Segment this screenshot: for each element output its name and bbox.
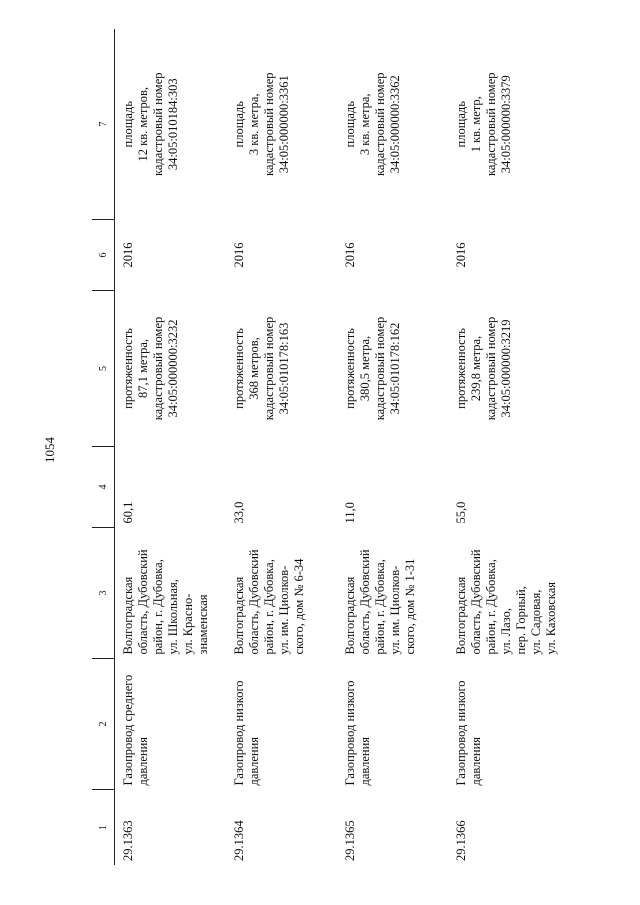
- land-plot-line: 3 кв. метра,: [247, 93, 261, 156]
- object-extent-line: кадастровый номер: [373, 316, 387, 421]
- column-number: 1: [92, 790, 115, 866]
- object-address-line: район, г. Дубовка,: [484, 559, 498, 655]
- object-address-line: знаменская: [196, 594, 210, 655]
- object-name-line: давления: [247, 736, 261, 786]
- rotated-table-container: [92, 35, 582, 865]
- object-extent-line: 34:05:010178:162: [388, 322, 402, 415]
- object-name-line: Газопровод низкого: [232, 680, 246, 786]
- object-address-line: ул. Садовая,: [529, 589, 543, 655]
- object-name-line: давления: [136, 736, 150, 786]
- land-plot-line: 34:05:000000:3379: [499, 75, 513, 174]
- object-name: [115, 659, 227, 790]
- object-name-line: давления: [358, 736, 372, 786]
- land-plot-line: площадь: [232, 101, 246, 148]
- object-value: 55,0: [454, 501, 468, 524]
- object-extent-line: кадастровый номер: [262, 316, 276, 421]
- land-plot-line: кадастровый номер: [373, 72, 387, 177]
- land-plot-line: 1 кв. метр,: [469, 96, 483, 153]
- object-address-line: Волгоградская: [454, 576, 468, 655]
- land-plot-line: площадь: [343, 101, 357, 148]
- table-row: [115, 29, 227, 865]
- object-address-line: пер. Горный,: [514, 586, 528, 655]
- object-address-line: Волгоградская: [343, 576, 357, 655]
- object-extent-line: протяженность: [454, 328, 468, 409]
- land-plot: [448, 29, 569, 220]
- object-address-line: область, Дубовский: [358, 549, 372, 655]
- object-extent-line: 368 метров,: [247, 337, 261, 400]
- column-number: 2: [92, 659, 115, 790]
- object-extent-line: 380,5 метра,: [358, 335, 372, 402]
- object-extent: [448, 291, 569, 447]
- row-id: 29.1366: [454, 820, 468, 861]
- land-plot-line: площадь: [121, 101, 135, 148]
- row-id: 29.1363: [121, 820, 135, 861]
- object-address-line: ского, дом № 1-31: [403, 558, 417, 655]
- object-address-line: ского, дом № 6-34: [292, 558, 306, 655]
- land-plot: [337, 29, 448, 220]
- object-address-line: ул. им. Циолков-: [277, 565, 291, 655]
- object-extent-line: кадастровый номер: [151, 316, 165, 421]
- object-address-line: ул. им. Циолков-: [388, 565, 402, 655]
- object-name: [337, 659, 448, 790]
- row-id: 29.1364: [232, 820, 246, 861]
- object-address-line: район, г. Дубовка,: [262, 559, 276, 655]
- object-extent-line: 34:05:010178:163: [277, 322, 291, 415]
- object-extent-line: протяженность: [232, 328, 246, 409]
- object-extent: [226, 291, 337, 447]
- object-extent-line: 239,8 метра,: [469, 335, 483, 402]
- object-address-line: ул. Лазо,: [499, 608, 513, 655]
- column-number: 3: [92, 528, 115, 659]
- object-name: [448, 659, 569, 790]
- column-number: 7: [92, 29, 115, 220]
- column-number: 5: [92, 291, 115, 447]
- object-value: 11,0: [343, 502, 357, 524]
- object-address: [448, 528, 569, 659]
- object-name-line: Газопровод среднего: [121, 674, 135, 786]
- object-extent: [337, 291, 448, 447]
- land-plot-line: 34:05:010184:303: [166, 78, 180, 171]
- row-id: 29.1365: [343, 820, 357, 861]
- object-extent-line: протяженность: [121, 328, 135, 409]
- object-address-line: район, г. Дубовка,: [373, 559, 387, 655]
- object-year: 2016: [121, 242, 135, 268]
- registry-sheet: [92, 35, 582, 865]
- object-value: 60,1: [121, 501, 135, 524]
- object-extent-line: 34:05:000000:3232: [166, 319, 180, 418]
- land-plot: [115, 29, 227, 220]
- object-address: [226, 528, 337, 659]
- land-plot-line: 12 кв. метров,: [136, 87, 150, 162]
- object-year: 2016: [343, 242, 357, 268]
- land-plot-line: площадь: [454, 101, 468, 148]
- land-plot-line: 34:05:000000:3362: [388, 75, 402, 174]
- object-extent-line: 87,1 метра,: [136, 339, 150, 398]
- object-name-line: Газопровод низкого: [343, 680, 357, 786]
- registry-table: [92, 29, 569, 865]
- land-plot-line: кадастровый номер: [262, 72, 276, 177]
- column-number-row: [92, 29, 115, 865]
- object-year: 2016: [232, 242, 246, 268]
- land-plot-line: 34:05:000000:3361: [277, 75, 291, 174]
- column-number: 4: [92, 447, 115, 528]
- object-address-line: область, Дубовский: [469, 549, 483, 655]
- land-plot-line: 3 кв. метра,: [358, 93, 372, 156]
- object-name-line: давления: [469, 736, 483, 786]
- land-plot-line: кадастровый номер: [484, 72, 498, 177]
- object-address-line: район, г. Дубовка,: [151, 559, 165, 655]
- object-name-line: Газопровод низкого: [454, 680, 468, 786]
- object-value: 33,0: [232, 501, 246, 524]
- table-row: [337, 29, 448, 865]
- object-extent-line: 34:05:000000:3219: [499, 319, 513, 418]
- table-row: [448, 29, 569, 865]
- object-address: [337, 528, 448, 659]
- object-address-line: ул. Каховская: [544, 582, 558, 655]
- object-address-line: ул. Красно-: [181, 593, 195, 655]
- object-address-line: Волгоградская: [232, 576, 246, 655]
- land-plot-line: кадастровый номер: [151, 72, 165, 177]
- object-extent-line: протяженность: [343, 328, 357, 409]
- object-address-line: область, Дубовский: [247, 549, 261, 655]
- page-number: 1054: [42, 437, 57, 463]
- object-address: [115, 528, 227, 659]
- object-address-line: область, Дубовский: [136, 549, 150, 655]
- object-address-line: ул. Школьная,: [166, 579, 180, 655]
- land-plot: [226, 29, 337, 220]
- column-number: 6: [92, 220, 115, 291]
- object-name: [226, 659, 337, 790]
- object-address-line: Волгоградская: [121, 576, 135, 655]
- object-extent: [115, 291, 227, 447]
- object-extent-line: кадастровый номер: [484, 316, 498, 421]
- object-year: 2016: [454, 242, 468, 268]
- table-row: [226, 29, 337, 865]
